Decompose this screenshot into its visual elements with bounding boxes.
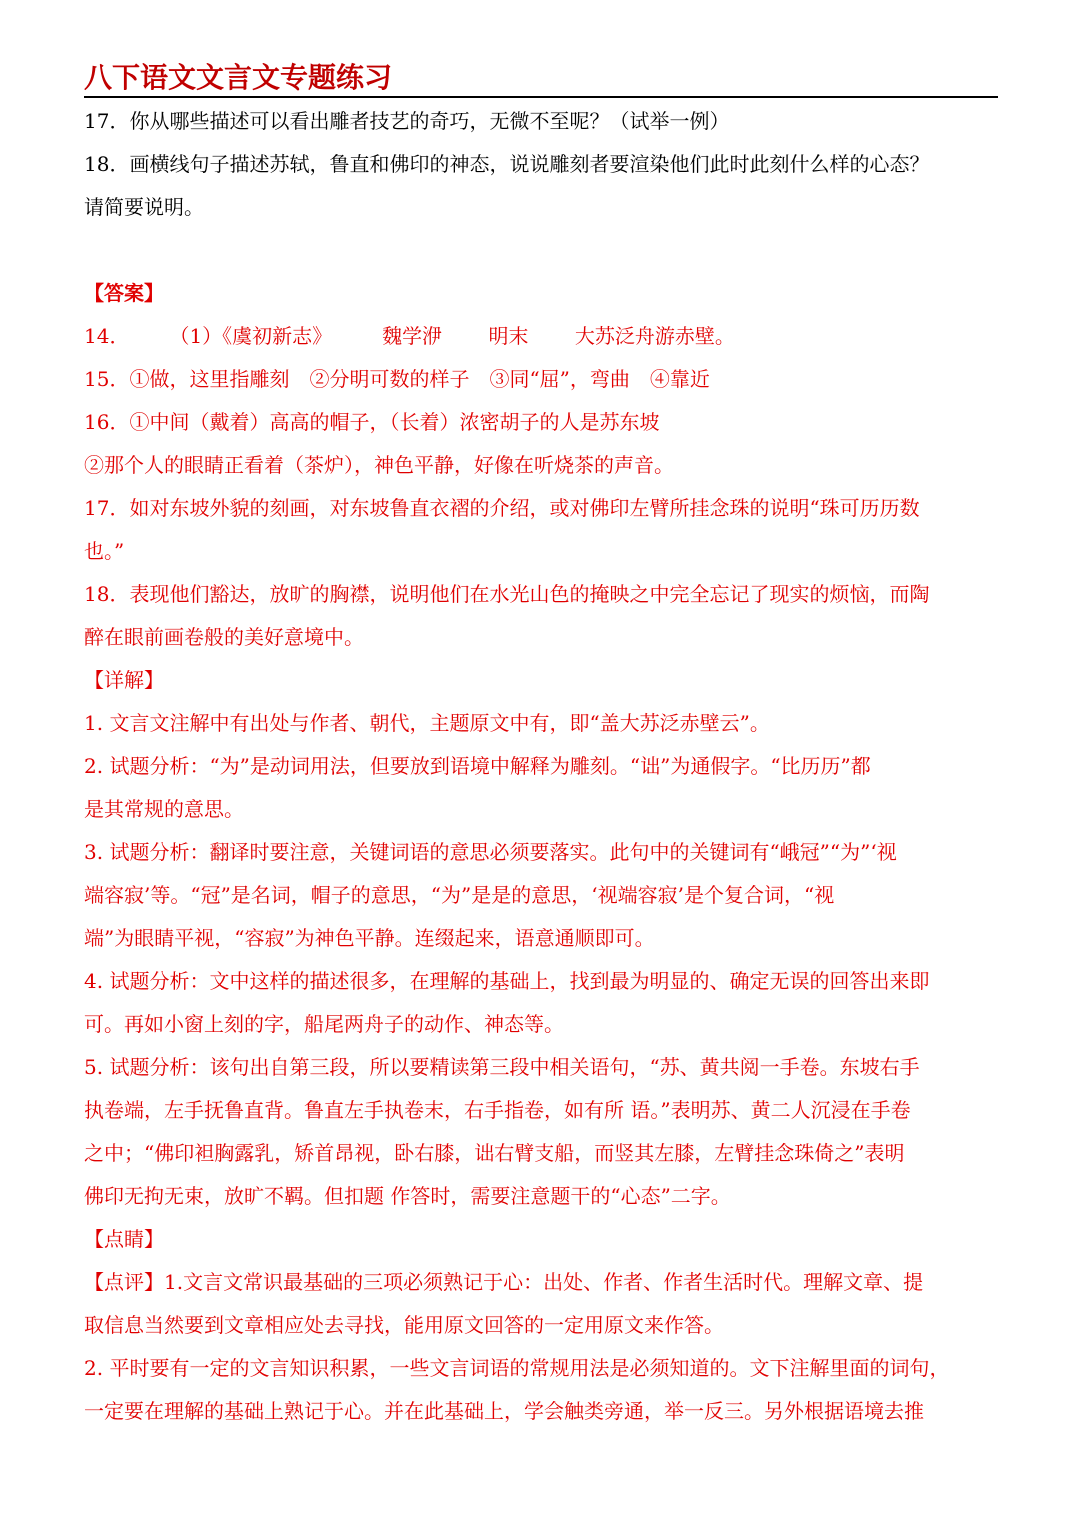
answer-17-line-2: 也。” <box>84 539 125 563</box>
spacer <box>84 229 998 272</box>
explain-heading: 【详解】 <box>84 668 164 692</box>
explain-3-line-2: 端容寂’等。“冠”是名词，帽子的意思，“为”是是的意思，‘视端容寂’是个复合词，“视 <box>84 883 835 907</box>
answer-16-line-1: 16．①中间（戴着）高高的帽子，（长着）浓密胡子的人是苏东坡 <box>84 410 660 434</box>
explain-2-line-1: 2. 试题分析：“为”是动词用法，但要放到语境中解释为雕刻。“诎”为通假字。“比历历”都 <box>84 754 871 778</box>
dianjing-point-2-line-2: 一定要在理解的基础上熟记于心。并在此基础上，学会触类旁通，举一反三。另外根据语境去推 <box>84 1399 924 1423</box>
explain-4-line-2: 可。再如小窗上刻的字，船尾两舟子的动作、神态等。 <box>84 1012 564 1036</box>
dianjing-heading: 【点睛】 <box>84 1227 164 1251</box>
answer-heading: 【答案】 <box>84 281 164 305</box>
explain-5-line-3: 之中；“佛印袒胸露乳，矫首昂视，卧右膝，诎右臂支船，而竖其左膝，左臂挂念珠倚之”表明 <box>84 1141 905 1165</box>
answer-14: 14． （1）《虞初新志》 魏学洢 明末 大苏泛舟游赤壁。 <box>84 324 735 348</box>
answer-18-line-1: 18．表现他们豁达，放旷的胸襟，说明他们在水光山色的掩映之中完全忘记了现实的烦恼，而陶 <box>84 582 930 606</box>
answer-15: 15．①做，这里指雕刻 ②分明可数的样子 ③同“屈”，弯曲 ④靠近 <box>84 367 710 391</box>
explain-1: 1. 文言文注解中有出处与作者、朝代，主题原文中有，即“盖大苏泛赤壁云”。 <box>84 711 770 735</box>
dianjing-point-1-line-1: 【点评】1.文言文常识最基础的三项必须熟记于心：出处、作者、作者生活时代。理解文章、提 <box>84 1270 924 1294</box>
answer-16-line-2: ②那个人的眼睛正看着（茶炉），神色平静，好像在听烧茶的声音。 <box>84 453 674 477</box>
explain-5-line-1: 5. 试题分析：该句出自第三段，所以要精读第三段中相关语句，“苏、黄共阅一手卷。东坡右手 <box>84 1055 920 1079</box>
dianjing-point-2-line-1: 2. 平时要有一定的文言知识积累，一些文言词语的常规用法是必须知道的。文下注解里面的词句， <box>84 1356 950 1380</box>
explain-5-line-4: 佛印无拘无束，放旷不羁。但扣题 作答时，需要注意题干的“心态”二字。 <box>84 1184 731 1208</box>
header-divider <box>84 96 998 98</box>
answer-18-line-2: 醉在眼前画卷般的美好意境中。 <box>84 625 364 649</box>
explain-4-line-1: 4. 试题分析：文中这样的描述很多，在理解的基础上，找到最为明显的、确定无误的回答出来即 <box>84 969 930 993</box>
dianjing-point-1-line-2: 取信息当然要到文章相应处去寻找，能用原文回答的一定用原文来作答。 <box>84 1313 724 1337</box>
document-body <box>84 100 998 1433</box>
explain-5-line-2: 执卷端，左手抚鲁直背。鲁直左手执卷末，右手指卷，如有所 语。”表明苏、黄二人沉浸在手卷 <box>84 1098 911 1122</box>
explain-3-line-1: 3. 试题分析：翻译时要注意，关键词语的意思必须要落实。此句中的关键词有“峨冠”“为”‘视 <box>84 840 897 864</box>
question-18-line-1: 18．画横线句子描述苏轼，鲁直和佛印的神态，说说雕刻者要渲染他们此时此刻什么样的心态？ <box>84 152 930 176</box>
answer-17-line-1: 17．如对东坡外貌的刻画，对东坡鲁直衣褶的介绍，或对佛印左臂所挂念珠的说明“珠可历历数 <box>84 496 920 520</box>
question-17: 17．你从哪些描述可以看出雕者技艺的奇巧，无微不至呢？（试举一例） <box>84 109 730 133</box>
explain-3-line-3: 端”为眼睛平视，“容寂”为神色平静。连缀起来，语意通顺即可。 <box>84 926 655 950</box>
page-title: 八下语文文言文专题练习 <box>84 61 393 94</box>
question-18-line-2: 请简要说明。 <box>84 195 204 219</box>
explain-2-line-2: 是其常规的意思。 <box>84 797 244 821</box>
